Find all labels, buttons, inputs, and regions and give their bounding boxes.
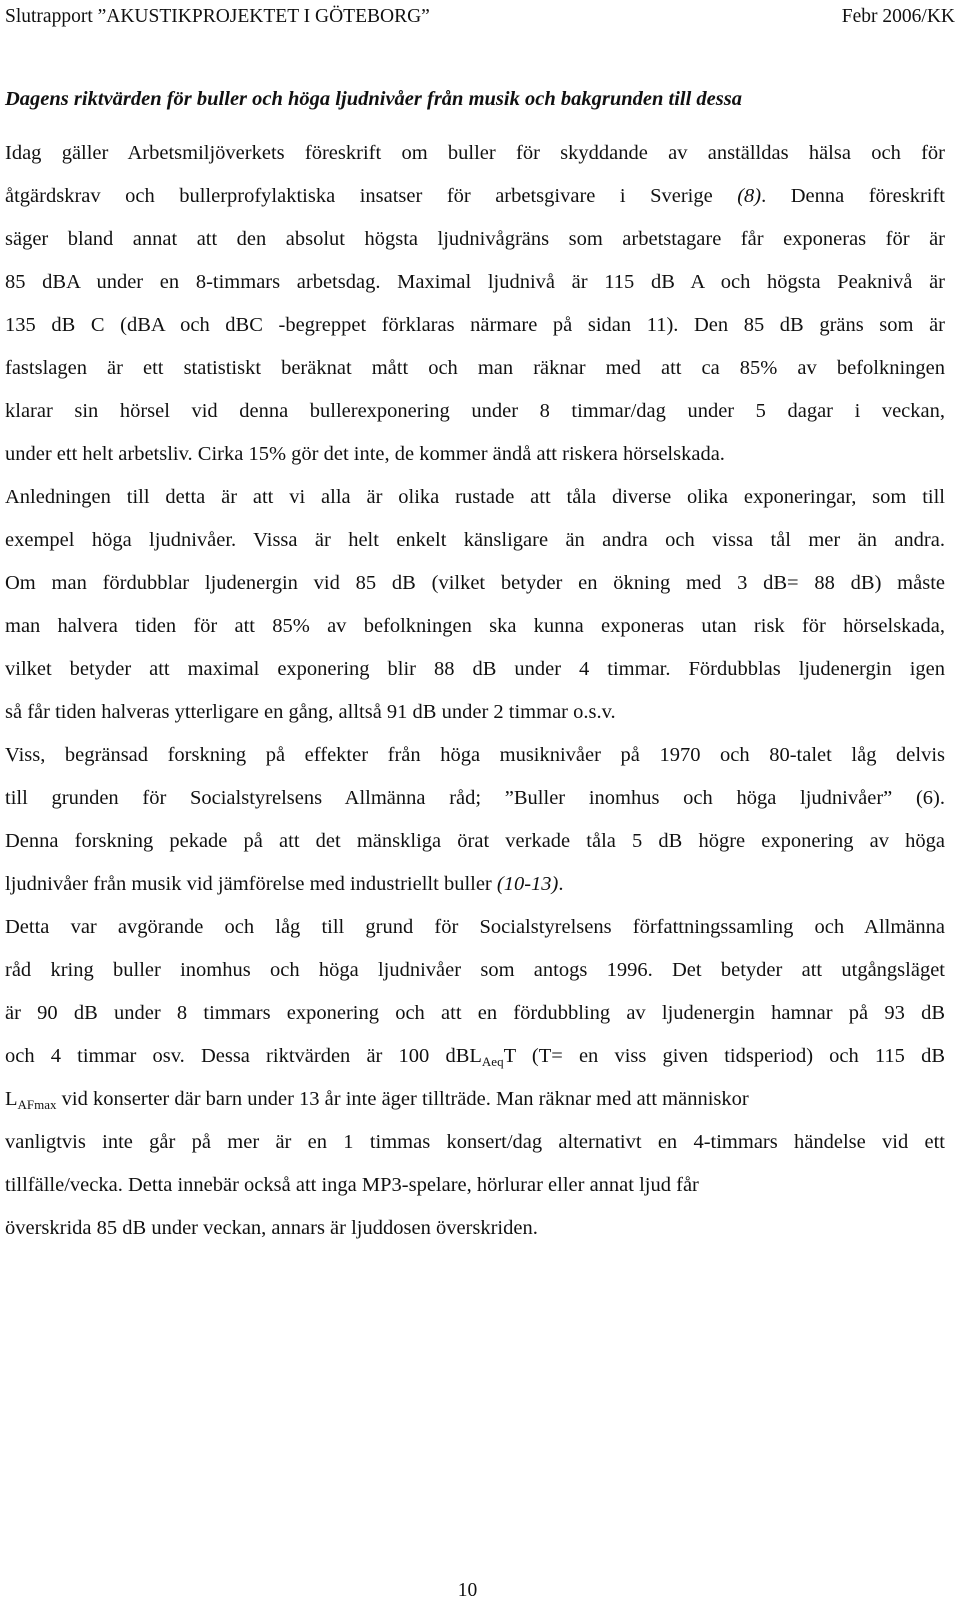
header-date: Febr 2006/KK	[841, 6, 955, 27]
text-span: ljudnivåer från musik vid jämförelse med industriellt buller	[5, 873, 497, 895]
text-line: tillfälle/vecka. Detta innebär också att inga MP3-spelare, hörlurar eller annat ljud får	[5, 1174, 699, 1196]
text-span: L	[5, 1088, 18, 1110]
text-span: åtgärdskrav och bullerprofylaktiska insatser för arbetsgivare i Sverige	[5, 185, 738, 207]
text-line: under ett helt arbetsliv. Cirka 15% gör det inte, de kommer ändå att riskera hörselskada.	[5, 443, 725, 465]
text-line: Denna forskning pekade på att det mänskliga örat verkade tåla 5 dB högre exponering av höga	[5, 830, 945, 852]
text-line	[5, 863, 945, 906]
text-line: Viss, begränsad forskning på effekter från höga musiknivåer på 1970 och 80-talet låg delvis	[5, 744, 945, 766]
text-line: överskrida 85 dB under veckan, annars är ljuddosen överskriden.	[5, 1217, 538, 1239]
text-line	[5, 1035, 945, 1078]
citation: (10-13)	[496, 873, 559, 895]
text-line: Idag gäller Arbetsmiljöverkets föreskrift om buller för skyddande av anställdas hälsa och för	[5, 142, 945, 164]
text-line: Anledningen till detta är att vi alla är olika rustade att tåla diverse olika exponeringar, som till	[5, 486, 945, 508]
page-number: 10	[457, 1580, 478, 1601]
text-line: till grunden för Socialstyrelsens Allmänna råd; ”Buller inomhus och höga ljudnivåer” (6).	[5, 787, 945, 809]
running-header	[5, 4, 955, 30]
header-title: Slutrapport ”AKUSTIKPROJEKTET I GÖTEBORG”	[5, 6, 430, 27]
text-line: vilket betyder att maximal exponering blir 88 dB under 4 timmar. Fördubblas ljudenergin igen	[5, 658, 945, 680]
text-line: Om man fördubblar ljudenergin vid 85 dB (vilket betyder en ökning med 3 dB= 88 dB) måste	[5, 572, 945, 594]
text-span: vid konserter där barn under 13 år inte äger tillträde. Man räknar med att människor	[56, 1088, 749, 1110]
subscript: AFmax	[17, 1097, 57, 1112]
subscript: Aeq	[481, 1054, 504, 1069]
section-heading: Dagens riktvärden för buller och höga ljudnivåer från musik och bakgrunden till dessa	[5, 88, 742, 110]
text-line: råd kring buller inomhus och höga ljudnivåer som antogs 1996. Det betyder att utgångsläget	[5, 959, 945, 981]
text-line: säger bland annat att den absolut högsta ljudnivågräns som arbetstagare får exponeras för är	[5, 228, 945, 250]
text-span: T (T= en viss given tidsperiod) och 115 dB	[503, 1045, 946, 1067]
text-line	[5, 175, 945, 218]
text-line: man halvera tiden för att 85% av befolkningen ska kunna exponeras utan risk för hörselskada,	[5, 615, 945, 637]
text-line	[5, 1078, 945, 1121]
text-span: och 4 timmar osv. Dessa riktvärden är 100 dBL	[5, 1045, 482, 1067]
text-line: 135 dB C (dBA och dBC -begreppet förklaras närmare på sidan 11). Den 85 dB gräns som är	[5, 314, 945, 336]
citation: (8)	[737, 185, 762, 207]
text-line: är 90 dB under 8 timmars exponering och att en fördubbling av ljudenergin hamnar på 93 dB	[5, 1002, 945, 1024]
text-line: Detta var avgörande och låg till grund för Socialstyrelsens författningssamling och Allmänna	[5, 916, 945, 938]
body-text	[5, 132, 945, 1250]
text-line: fastslagen är ett statistiskt beräknat mått och man räknar med att ca 85% av befolkningen	[5, 357, 945, 379]
text-line: vanligtvis inte går på mer är en 1 timmas konsert/dag alternativt en 4-timmars händelse vid ett	[5, 1131, 945, 1153]
text-line: 85 dBA under en 8-timmars arbetsdag. Maximal ljudnivå är 115 dB A och högsta Peaknivå är	[5, 271, 945, 293]
text-span: . Denna föreskrift	[761, 185, 946, 207]
text-line: exempel höga ljudnivåer. Vissa är helt enkelt känsligare än andra och vissa tål mer än andra.	[5, 529, 945, 551]
text-line: klarar sin hörsel vid denna bullerexponering under 8 timmar/dag under 5 dagar i veckan,	[5, 400, 945, 422]
text-line: så får tiden halveras ytterligare en gång, alltså 91 dB under 2 timmar o.s.v.	[5, 701, 616, 723]
text-span: .	[558, 873, 564, 895]
